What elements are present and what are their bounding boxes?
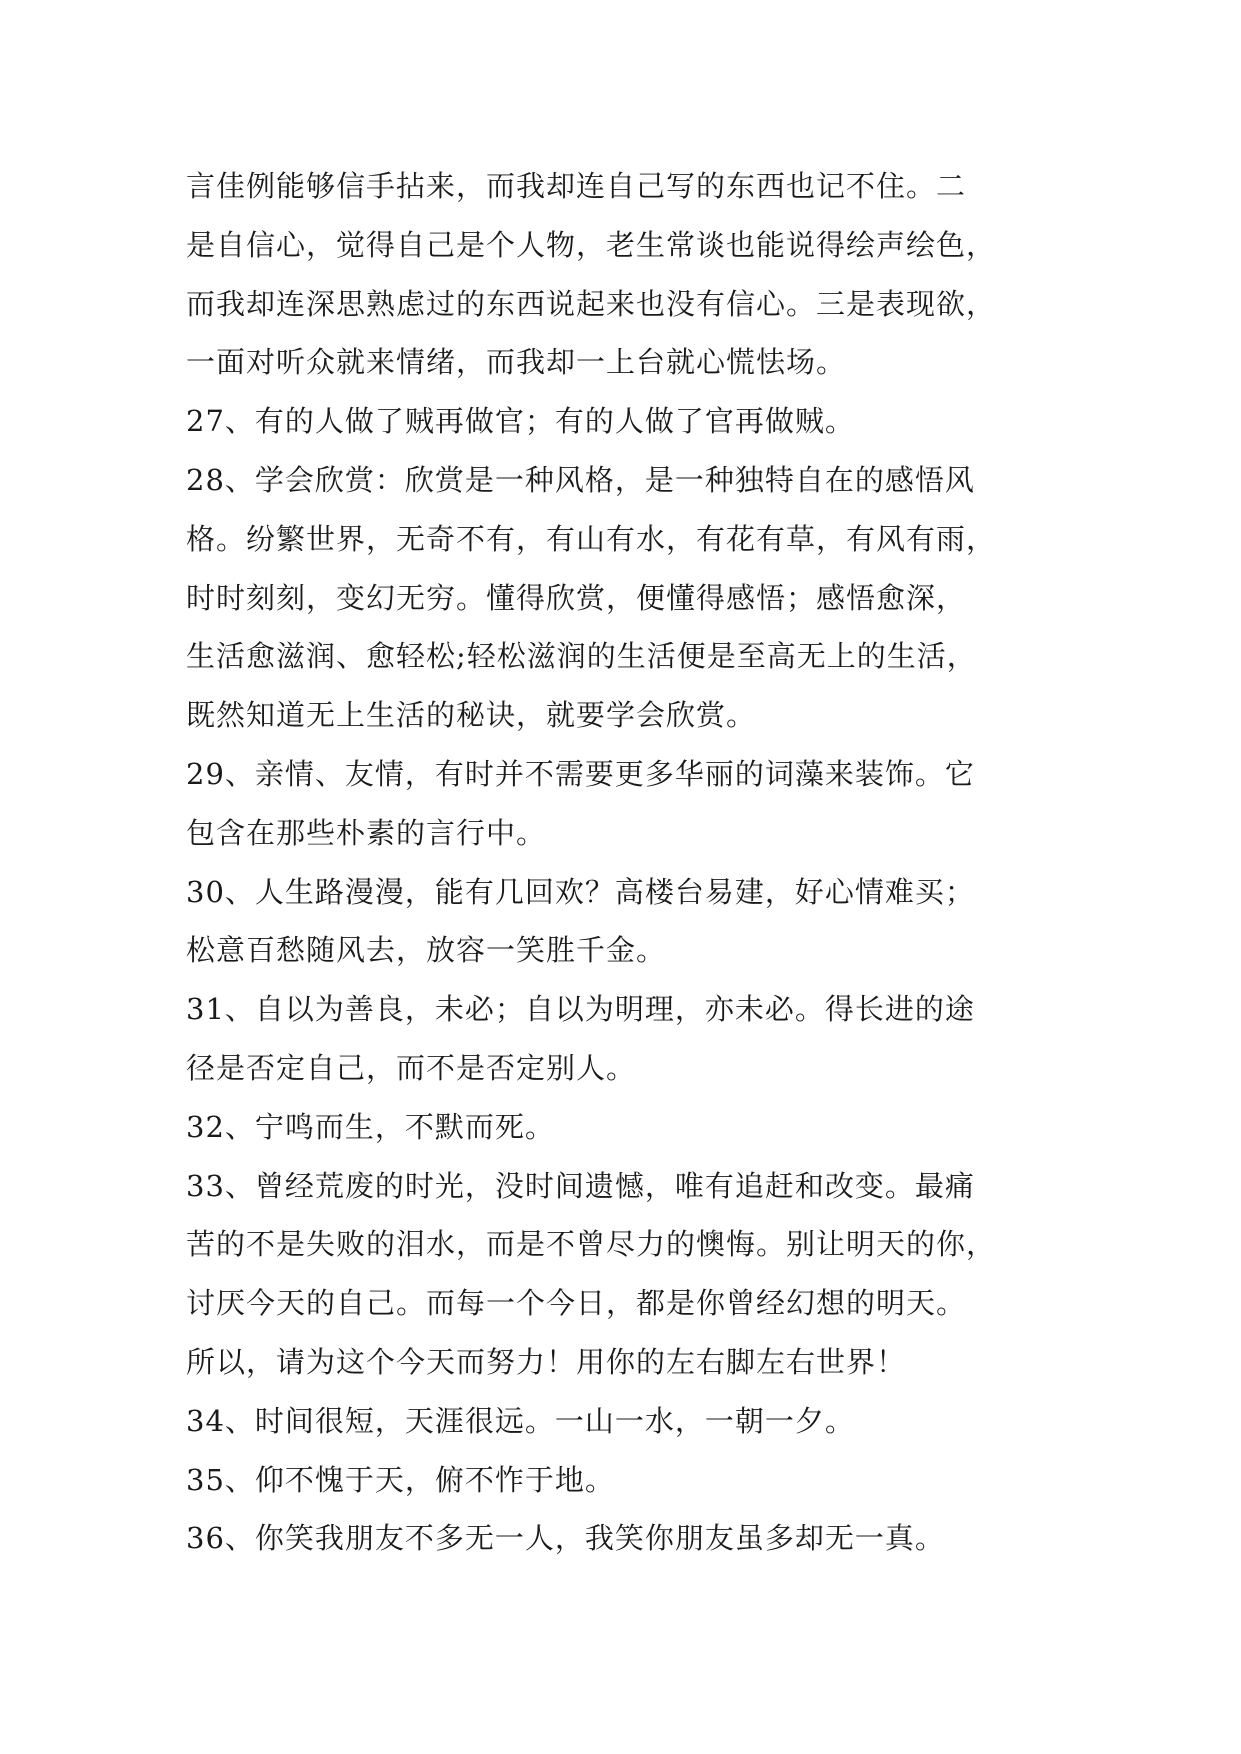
text-line: 33、曾经荒废的时光，没时间遗憾，唯有追赶和改变。最痛 [186,1168,975,1203]
text-line: 包含在那些朴素的言行中。 [186,815,547,850]
document-body [186,157,1086,1568]
text-line: 34、时间很短，天涯很远。一山一水，一朝一夕。 [186,1403,855,1438]
text-line: 既然知道无上生活的秘诀，就要学会欣赏。 [186,698,757,733]
text-line: 一面对听众就来情绪，而我却一上台就心慌怯场。 [186,345,847,380]
text-line: 生活愈滋润、愈轻松;轻松滋润的生活便是至高无上的生活， [186,639,977,674]
text-line: 所以，请为这个今天而努力！用你的左右脚左右世界！ [186,1344,907,1379]
text-line: 而我却连深思熟虑过的东西说起来也没有信心。三是表现欲， [186,286,997,321]
text-line: 35、仰不愧于天，俯不怍于地。 [186,1462,615,1497]
text-line: 是自信心，觉得自己是个人物，老生常谈也能说得绘声绘色， [186,227,997,262]
text-line: 格。纷繁世界，无奇不有，有山有水，有花有草，有风有雨， [186,521,997,556]
text-line: 言佳例能够信手拈来，而我却连自己写的东西也记不住。二 [186,169,967,203]
text-line: 时时刻刻，变幻无穷。懂得欣赏，便懂得感悟；感悟愈深， [186,580,967,615]
text-line: 松意百愁随风去，放容一笑胜千金。 [186,933,667,968]
text-line: 径是否定自己，而不是否定别人。 [186,1050,637,1085]
text-line: 29、亲情、友情，有时并不需要更多华丽的词藻来装饰。它 [186,756,975,791]
text-line: 30、人生路漫漫，能有几回欢？高楼台易建，好心情难买； [186,874,975,909]
text-line: 32、宁鸣而生，不默而死。 [186,1109,555,1144]
text-line: 36、你笑我朋友不多无一人，我笑你朋友虽多却无一真。 [186,1521,945,1556]
text-line: 苦的不是失败的泪水，而是不曾尽力的懊悔。别让明天的你， [186,1227,997,1262]
text-line: 28、学会欣赏：欣赏是一种风格，是一种独特自在的感悟风 [186,462,975,497]
text-line: 讨厌今天的自己。而每一个今日，都是你曾经幻想的明天。 [186,1286,967,1321]
text-line: 31、自以为善良，未必；自以为明理，亦未必。得长进的途 [186,992,975,1027]
text-line: 27、有的人做了贼再做官；有的人做了官再做贼。 [186,404,855,439]
